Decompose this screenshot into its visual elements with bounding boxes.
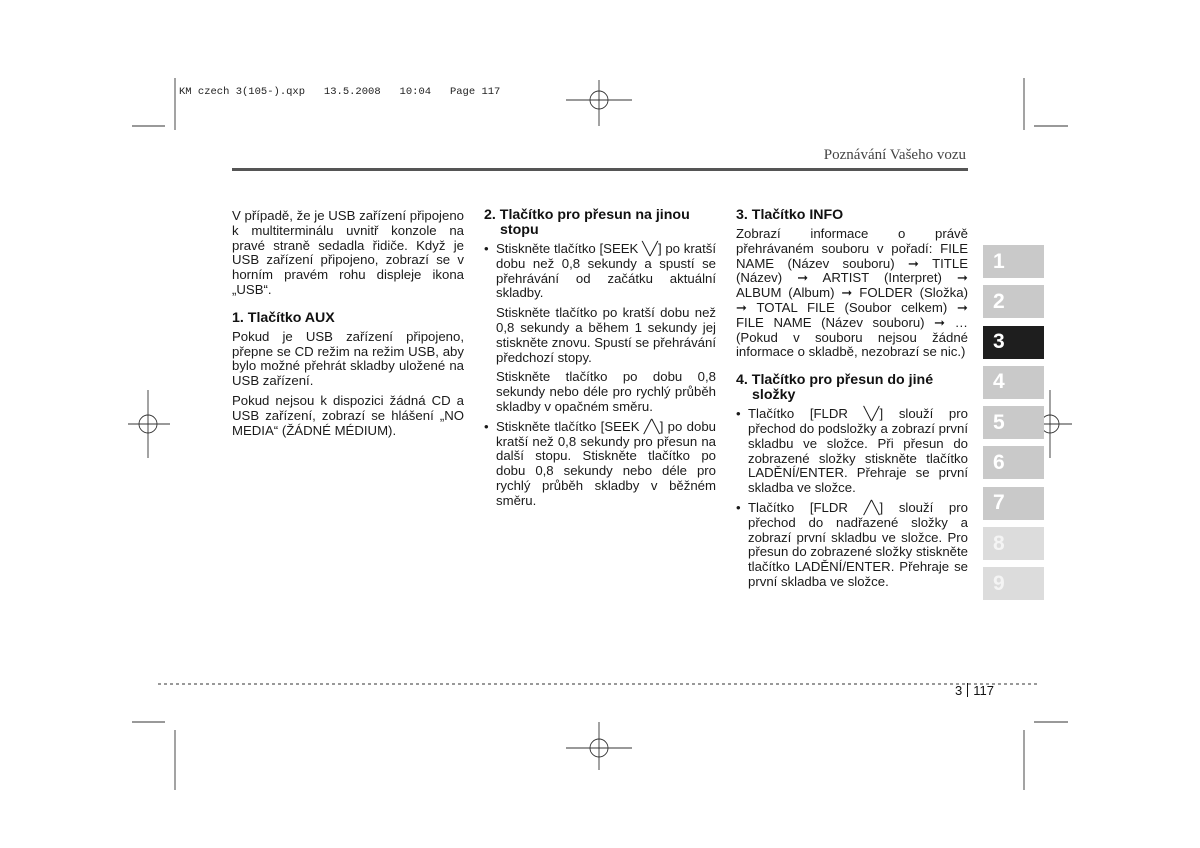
registration-mark-left <box>128 390 170 458</box>
chapter-tab-9[interactable] <box>983 567 1044 600</box>
chapter-tab-label: 3 <box>993 330 1005 354</box>
folio-separator <box>967 683 968 697</box>
registration-mark-top <box>566 80 632 126</box>
aux-paragraph-2: Pokud nejsou k dispozici žádná CD a USB zařízení, zobrazí se hlášení „NO MEDIA“ (ŽÁDNÉ MÉDIUM). <box>232 392 464 438</box>
seek-bullet-1-paragraph-3: Stiskněte tlačítko po dobu 0,8 sekundy nebo déle pro rychlý průběh skladby v opačném směru. <box>496 369 716 414</box>
chapter-tab-label: 6 <box>993 450 1005 474</box>
chapter-tab-label: 9 <box>993 571 1005 595</box>
chapter-tab-label: 8 <box>993 531 1005 555</box>
chapter-tab-4[interactable] <box>983 366 1044 399</box>
section-heading-aux: 1. Tlačítko AUX <box>232 309 335 326</box>
chapter-tab-7[interactable] <box>983 487 1044 520</box>
seek-list-2 <box>484 420 716 509</box>
chapter-tab-label: 2 <box>993 289 1005 313</box>
folder-list <box>736 407 968 590</box>
page-header-title: Poznávání Vašeho vozu <box>823 147 966 163</box>
folder-bullet-1: • Tlačítko [FLDR ╲╱] slouží pro přechod do podsložky a zobrazí první skladbu ve složce. Při přesun do zobrazené složky stiskněte tlačítko LADĚNÍ/ENTER. Přehraje se první skladba ve složce. <box>736 407 968 496</box>
chapter-tab-6[interactable] <box>983 446 1044 479</box>
chapter-tab-3[interactable] <box>983 326 1044 359</box>
section-heading-info: 3. Tlačítko INFO <box>736 207 844 223</box>
section-heading-seek: 2. Tlačítko pro přesun na jinou stopu <box>484 207 690 238</box>
section-heading-folder: 4. Tlačítko pro přesun do jiné složky <box>736 372 934 404</box>
page-folio <box>955 683 994 698</box>
chapter-tab-8[interactable] <box>983 527 1044 560</box>
seek-bullet-1: • Stiskněte tlačítko [SEEK ╲╱] po kratší dobu než 0,8 sekundy a spustí se přehrávání od začátku aktuální skladby. <box>484 242 716 301</box>
intro-paragraph: V případě, že je USB zařízení připojeno k multiterminálu uvnitř konzole na pravé straně sedadla řidiče. Když je USB zařízení připojeno, zobrazí se v horním pravém rohu displeje ikona „USB“. <box>232 208 464 297</box>
chapter-tab-2[interactable] <box>983 285 1044 318</box>
aux-paragraph-1: Pokud je USB zařízení připojeno, přepne se CD režim na režim USB, aby bylo možné přehrát skladby uložené na USB zařízení. <box>232 328 464 389</box>
header-rule <box>232 168 968 171</box>
seek-bullet-2: • Stiskněte tlačítko [SEEK ╱╲] po dobu kratší než 0,8 sekundy pro přesun na další stopu. Stiskněte tlačítko po dobu 0,8 sekundy nebo déle pro rychlý průběh skladby v běžném směru. <box>484 420 716 509</box>
column-3 <box>736 208 968 595</box>
print-slug: KM czech 3(105-).qxp 13.5.2008 10:04 Page 117 <box>179 86 501 98</box>
column-1 <box>232 209 464 443</box>
chapter-tab-1[interactable] <box>983 245 1044 278</box>
chapter-tabs <box>983 245 1044 608</box>
chapter-tab-label: 5 <box>993 410 1005 434</box>
registration-mark-bottom <box>566 722 632 770</box>
folio-chapter: 3 <box>955 683 963 698</box>
chapter-tab-5[interactable] <box>983 406 1044 439</box>
info-paragraph: Zobrazí informace o právě přehrávaném souboru v pořadí: FILE NAME (Název souboru) ➞ TITLE (Název) ➞ ARTIST (Interpret) ➞ ALBUM (Album) ➞ FOLDER (Složka) ➞ TOTAL FILE (Soubor celkem) ➞ FILE NAME (Název souboru) ➞ … (Pokud v souboru nejsou žádné informace o skladbě, nezobrazí se nic.) <box>736 226 968 360</box>
chapter-tab-label: 1 <box>993 249 1005 273</box>
folio-page-number: 117 <box>973 683 994 698</box>
seek-list <box>484 242 716 301</box>
column-2 <box>484 208 716 514</box>
chapter-tab-label: 4 <box>993 370 1005 394</box>
folder-bullet-2: • Tlačítko [FLDR ╱╲] slouží pro přechod do nadřazené složky a zobrazí první skladbu ve složce. Pro přesun do zobrazené složky stiskněte tlačítko LADĚNÍ/ENTER. Přehraje se první skladba ve složce. <box>736 501 968 590</box>
chapter-tab-label: 7 <box>993 491 1005 515</box>
seek-bullet-1-paragraph-2: Stiskněte tlačítko po kratší dobu než 0,8 sekundy a během 1 sekundy jej stiskněte znovu. Spustí se přehrávání předchozí stopy. <box>496 305 716 365</box>
